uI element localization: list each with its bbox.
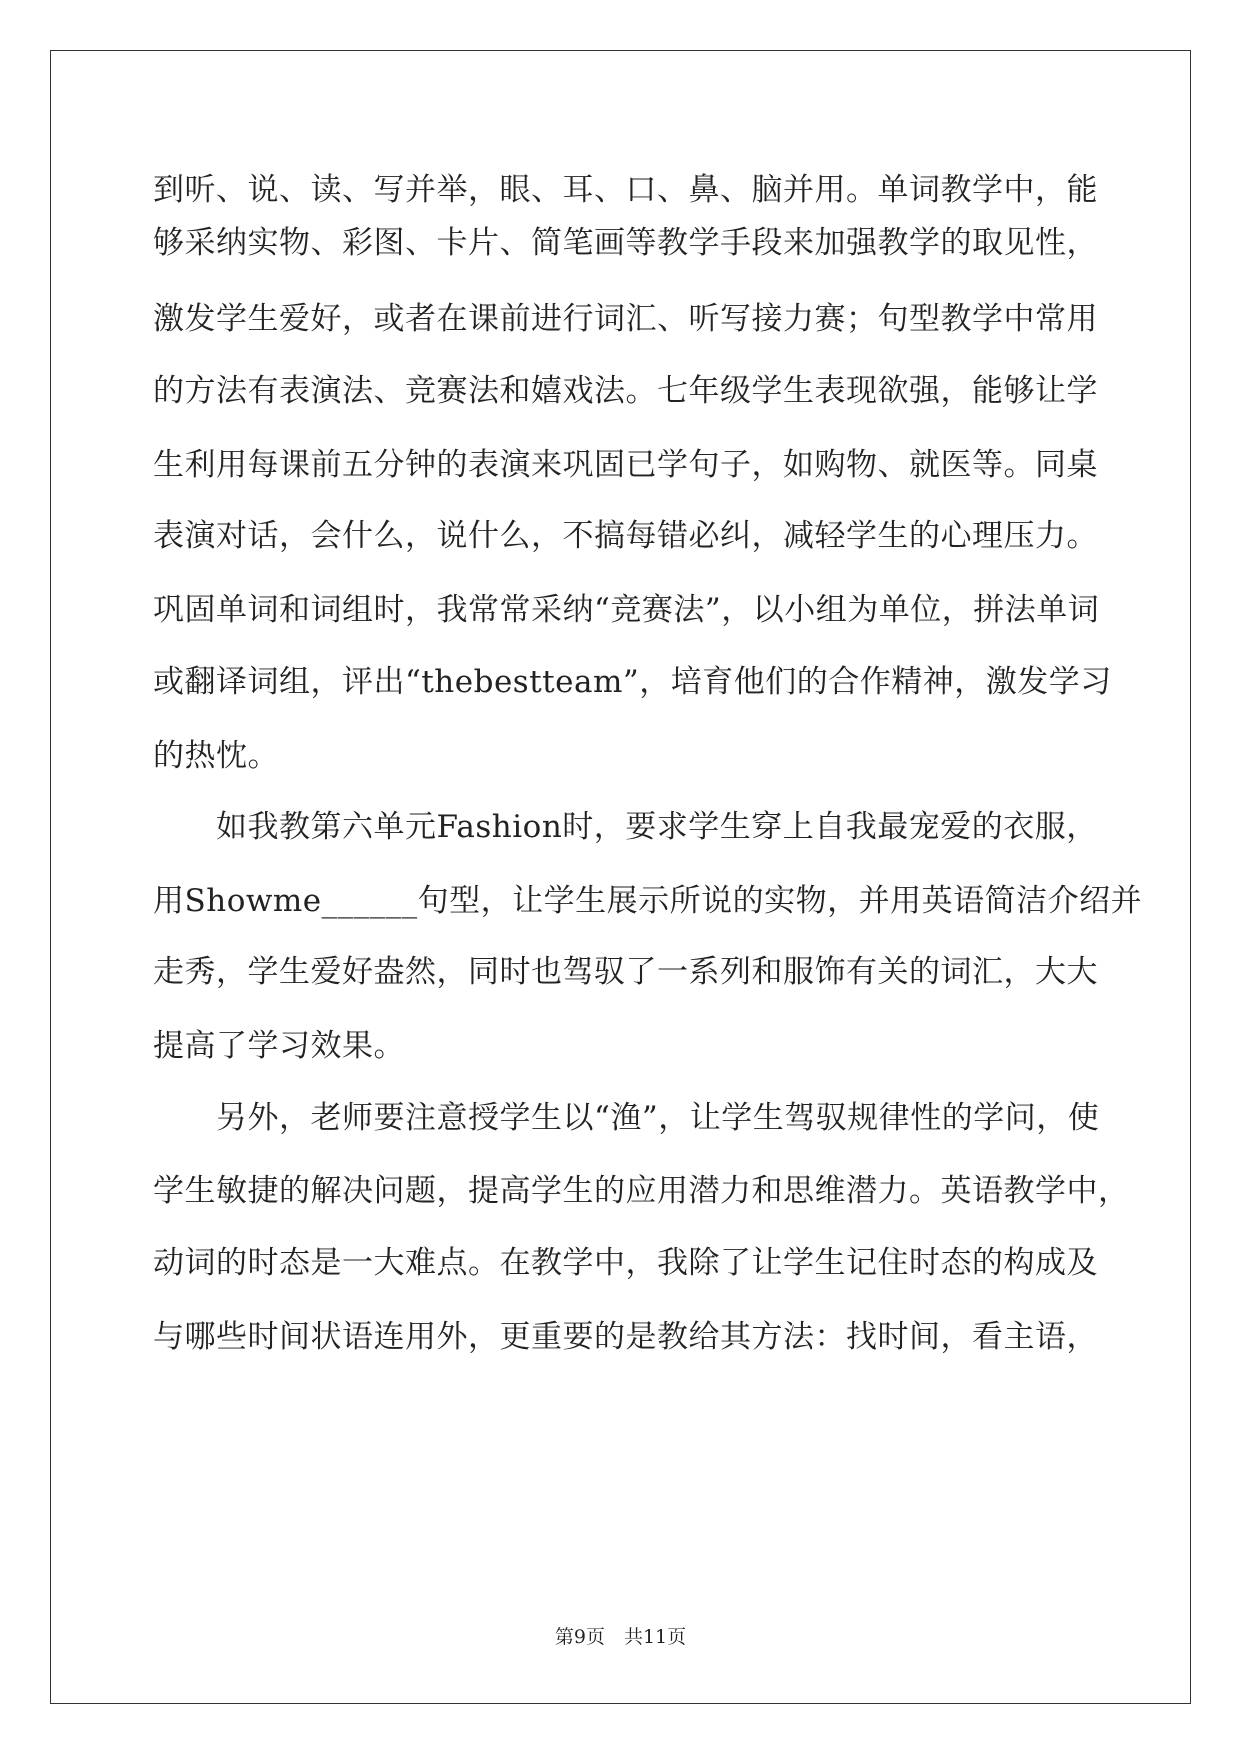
text-line-17: 与哪些时间状语连用外，更重要的是教给其方法：找时间，看主语，	[153, 1319, 1098, 1355]
page-number-footer: 第9页 共11页	[554, 1626, 687, 1648]
text-line-8: 或翻译词组，评出“thebestteam”，培育他们的合作精神，激发学习	[153, 664, 1112, 700]
text-line-1: 到听、说、读、写并举，眼、耳、口、鼻、脑并用。单词教学中，能	[153, 172, 1098, 208]
text-line-12: 走秀，学生爱好盎然，同时也驾驭了一系列和服饰有关的词汇，大大	[153, 954, 1098, 990]
text-line-6: 表演对话，会什么，说什么，不搞每错必纠，减轻学生的心理压力。	[153, 518, 1098, 554]
text-line-3: 激发学生爱好，或者在课前进行词汇、听写接力赛；句型教学中常用	[153, 301, 1098, 337]
text-line-15: 学生敏捷的解决问题，提高学生的应用潜力和思维潜力。英语教学中，	[153, 1173, 1130, 1209]
text-line-11: 用Showme______句型，让学生展示所说的实物，并用英语简洁介绍并	[153, 883, 1143, 919]
text-line-5: 生利用每课前五分钟的表演来巩固已学句子，如购物、就医等。同桌	[153, 447, 1098, 483]
text-line-7: 巩固单词和词组时，我常常采纳“竞赛法”，以小组为单位，拼法单词	[153, 592, 1100, 628]
text-line-16: 动词的时态是一大难点。在教学中，我除了让学生记住时态的构成及	[153, 1245, 1098, 1281]
text-line-4: 的方法有表演法、竞赛法和嬉戏法。七年级学生表现欲强，能够让学	[153, 373, 1098, 409]
text-line-13: 提高了学习效果。	[153, 1028, 405, 1064]
text-line-9: 的热忱。	[153, 738, 279, 774]
text-line-14: 另外，老师要注意授学生以“渔”，让学生驾驭规律性的学问，使	[153, 1100, 1100, 1136]
text-line-10: 如我教第六单元Fashion时，要求学生穿上自我最宠爱的衣服，	[153, 809, 1098, 845]
text-line-2: 够采纳实物、彩图、卡片、简笔画等教学手段来加强教学的取见性，	[153, 225, 1098, 261]
